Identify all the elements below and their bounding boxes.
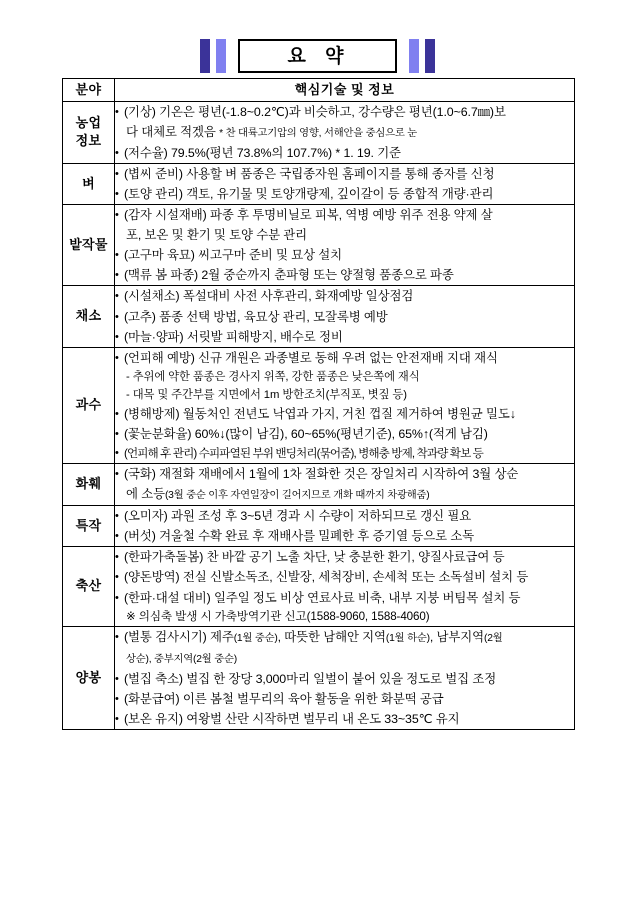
decor-bar-dark-right <box>425 39 435 73</box>
content-line <box>115 265 574 285</box>
bullet-icon: • <box>115 269 119 282</box>
content-text: (국화) 재절화 재배에서 1월에 1차 절화한 것은 장일처리 시작하여 3월 상순 <box>124 467 519 482</box>
row-content-cell <box>115 464 575 506</box>
content-line <box>115 669 574 689</box>
content-line <box>115 567 574 587</box>
bullet-icon: • <box>115 310 119 323</box>
content-text: (언피해 후 관리) 수피파열된 부위 밴딩처리(묶어줌), 병해충 방제, 착과량 확보 등 <box>124 446 483 460</box>
content-text: (언피해 예방) 신규 개원은 과종별로 동해 우려 없는 안전재배 지대 재식 <box>124 350 498 365</box>
row-content-cell <box>115 102 575 164</box>
row-category-label: 과수 <box>75 397 102 413</box>
summary-table-body <box>63 102 575 730</box>
content-line <box>115 205 574 225</box>
bullet-icon: • <box>115 692 119 705</box>
content-line <box>115 102 574 122</box>
content-text: (감자 시설재배) 파종 후 투명비닐로 피복, 역병 예방 위주 전용 약제 살 <box>124 208 493 223</box>
bullet-icon: • <box>115 408 119 421</box>
row-category-cell <box>63 464 115 506</box>
content-line <box>115 526 574 546</box>
content-line <box>115 286 574 306</box>
content-annotation: (3월 중순 이후 자연일장이 길어지므로 개화 때까지 차광해줌) <box>164 490 430 502</box>
row-category-cell <box>63 547 115 627</box>
content-text: (마늘·양파) 서릿발 피해방지, 배수로 정비 <box>124 329 343 344</box>
bullet-icon: • <box>115 530 119 543</box>
content-text: (벌집 축소) 벌집 한 장당 3,000마리 일벌이 붙어 있을 정도로 벌집 조정 <box>124 671 497 686</box>
row-content-cell <box>115 547 575 627</box>
content-text: (보온 유지) 여왕벌 산란 시작하면 벌무리 내 온도 33~35℃ 유지 <box>124 711 460 726</box>
content-text: (한파·대설 대비) 일주일 정도 비상 연료사료 비축, 내부 지붕 버팀목 설치 등 <box>124 590 521 605</box>
content-text: (시설채소) 폭설대비 사전 사후관리, 화재예방 일상점검 <box>124 289 414 304</box>
content-line <box>115 464 574 484</box>
bullet-icon: • <box>115 187 119 200</box>
content-line <box>115 348 574 368</box>
content-text: (볍씨 준비) 사용할 벼 품종은 국립종자원 홈페이지를 통해 종자를 신청 <box>124 166 495 181</box>
bullet-icon: • <box>115 167 119 180</box>
row-category-label: 양봉 <box>75 669 102 685</box>
table-row <box>63 102 575 164</box>
row-content-cell <box>115 205 575 286</box>
content-line <box>115 709 574 729</box>
content-annotation: (1월 하순) <box>385 633 430 645</box>
content-line <box>115 164 574 184</box>
content-text: (고추) 품종 선택 방법, 육묘상 관리, 모잘록병 예방 <box>124 309 388 324</box>
row-content-cell <box>115 627 575 730</box>
content-text: (기상) 기온은 평년(-1.8~0.2℃)과 비슷하고, 강수량은 평년(1.0~6.7㎜)보 <box>124 105 506 119</box>
row-category-label: 축산 <box>75 578 102 594</box>
content-text: ※ 의심축 발생 시 가축방역기관 신고(1588-9060, 1588-4060) <box>126 609 430 623</box>
content-line <box>115 689 574 709</box>
content-annotation: * 찬 대륙고기압의 영향, 서해안을 중심으로 눈 <box>219 128 417 140</box>
bullet-icon: • <box>115 672 119 685</box>
row-category-label: 정보 <box>75 133 102 149</box>
content-line <box>115 424 574 444</box>
content-annotation: (1월 중순) <box>233 633 278 645</box>
content-line <box>115 404 574 424</box>
summary-table-wrap <box>62 78 574 730</box>
content-line <box>115 648 574 669</box>
table-row <box>63 627 575 730</box>
bullet-icon: • <box>115 290 119 303</box>
row-category-label: 벼 <box>82 175 95 191</box>
content-text: (저수율) 79.5%(평년 73.8%의 107.7%) * 1. 19. 기준 <box>124 145 401 160</box>
content-text: , 남부지역 <box>429 630 484 645</box>
content-text: 포, 보온 및 환기 및 토양 수분 관리 <box>126 228 308 243</box>
bullet-icon: • <box>115 351 119 364</box>
bullet-icon: • <box>115 146 119 159</box>
row-content-cell <box>115 163 575 204</box>
decor-bar-light-right <box>409 39 419 73</box>
table-row <box>63 205 575 286</box>
table-row <box>63 547 575 627</box>
decor-bar-dark-left <box>200 39 210 73</box>
row-content-cell <box>115 506 575 547</box>
bullet-icon: • <box>115 631 119 644</box>
bullet-icon: • <box>115 510 119 523</box>
content-line <box>115 484 574 505</box>
row-category-label: 농업 <box>75 114 102 130</box>
bullet-icon: • <box>115 468 119 481</box>
bullet-icon: • <box>115 551 119 564</box>
content-text: (고구마 육묘) 씨고구마 준비 및 묘상 설치 <box>124 248 343 263</box>
row-category-cell <box>63 347 115 464</box>
content-text: 다 대체로 적겠음 <box>126 125 220 140</box>
content-text: (오미자) 과원 조성 후 3~5년 경과 시 수량이 저하되므로 갱신 필요 <box>124 509 472 524</box>
content-line <box>115 547 574 567</box>
content-line <box>115 588 574 608</box>
content-text: 에 소등 <box>126 487 165 502</box>
bullet-icon: • <box>115 330 119 343</box>
bullet-icon: • <box>115 712 119 725</box>
table-header-row <box>63 79 575 102</box>
content-line <box>115 506 574 526</box>
row-category-label: 밭작물 <box>69 236 108 252</box>
content-line <box>115 445 574 464</box>
bullet-icon: • <box>115 591 119 604</box>
content-text: (벌통 검사시기) 제주 <box>124 630 234 645</box>
content-text: (토양 관리) 객토, 유기물 및 토양개량제, 깊이갈이 등 종합적 개량·관리 <box>124 186 494 201</box>
content-line <box>115 307 574 327</box>
row-category-cell <box>63 627 115 730</box>
content-text: (꽃눈분화율) 60%↓(많이 남김), 60~65%(평년기준), 65%↑(적게 남김) <box>124 427 488 442</box>
content-line <box>115 143 574 163</box>
page-title-box <box>238 39 397 73</box>
bullet-icon: • <box>115 571 119 584</box>
table-row <box>63 347 575 464</box>
content-line <box>115 327 574 347</box>
content-text: (화분급여) 이른 봄철 벌무리의 육아 활동을 위한 화분떡 공급 <box>124 691 444 706</box>
content-line <box>115 122 574 143</box>
content-annotation: 상순), 중부지역(2월 중순) <box>126 654 237 666</box>
bullet-icon: • <box>115 446 118 459</box>
content-line <box>115 245 574 265</box>
table-row <box>63 163 575 204</box>
row-category-label: 특작 <box>75 517 102 533</box>
page-title: 요 약 <box>287 45 351 67</box>
column-header-category: 분야 <box>63 79 115 102</box>
row-category-cell <box>63 102 115 164</box>
summary-table <box>62 78 575 730</box>
content-line <box>115 184 574 204</box>
content-annotation: (2월 <box>483 633 503 645</box>
content-line <box>115 225 574 245</box>
row-category-cell <box>63 286 115 347</box>
content-text: - 대목 및 주간부를 지면에서 1m 방한조치(부직포, 볏짚 등) <box>126 389 407 402</box>
table-row <box>63 464 575 506</box>
row-category-cell <box>63 163 115 204</box>
row-category-label: 화훼 <box>75 476 102 492</box>
content-text: (맥류 봄 파종) 2월 중순까지 춘파형 또는 양절형 품종으로 파종 <box>124 268 454 283</box>
bullet-icon: • <box>115 249 119 262</box>
content-text: , 따뜻한 남해안 지역 <box>277 630 386 645</box>
row-category-cell <box>63 506 115 547</box>
content-text: (양돈방역) 전실 신발소독조, 신발장, 세척장비, 손세척 또는 소독설비 설치 등 <box>124 570 529 585</box>
content-line <box>115 386 574 404</box>
row-content-cell <box>115 286 575 347</box>
content-text: (버섯) 겨울철 수확 완료 후 재배사를 밀폐한 후 증기열 등으로 소독 <box>124 529 475 544</box>
document-header <box>0 34 634 78</box>
content-line <box>115 627 574 648</box>
column-header-content: 핵심기술 및 정보 <box>115 79 575 102</box>
content-line <box>115 608 574 627</box>
content-text: (한파가축돌봄) 찬 바깥 공기 노출 차단, 낮 충분한 환기, 양질사료급여 등 <box>124 550 505 565</box>
decor-bar-light-left <box>216 39 226 73</box>
bullet-icon: • <box>115 428 119 441</box>
content-line <box>115 368 574 386</box>
bullet-icon: • <box>115 106 119 118</box>
content-text: - 추위에 약한 품종은 경사지 위쪽, 강한 품종은 낮은쪽에 재식 <box>126 370 420 383</box>
table-row <box>63 506 575 547</box>
table-row <box>63 286 575 347</box>
content-text: (병해방제) 월동처인 전년도 낙엽과 가지, 거친 껍질 제거하여 병원균 밀도↓ <box>124 407 516 422</box>
row-content-cell <box>115 347 575 464</box>
row-category-cell <box>63 205 115 286</box>
bullet-icon: • <box>115 209 119 222</box>
row-category-label: 채소 <box>75 308 102 324</box>
